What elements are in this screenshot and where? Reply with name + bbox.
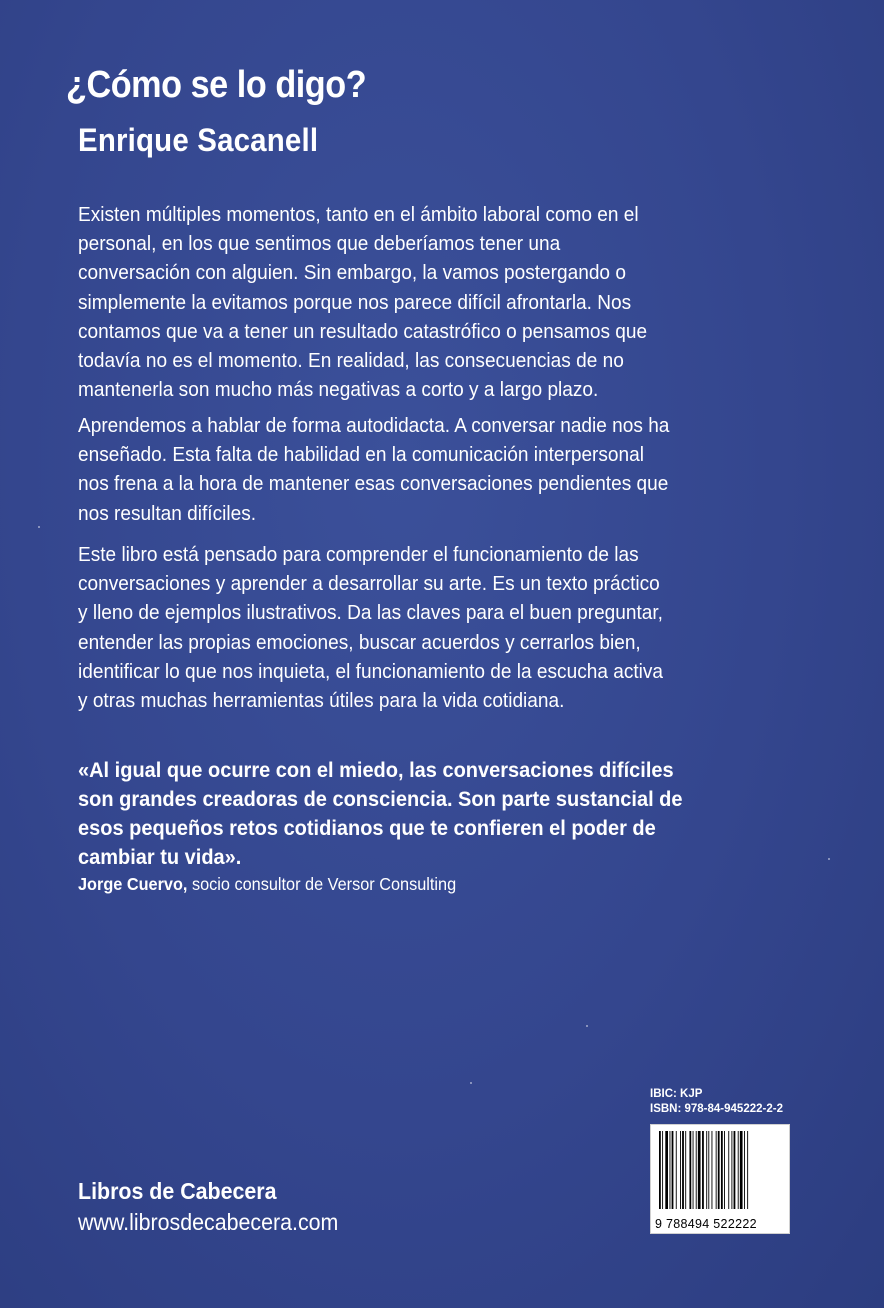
book-author: Enrique Sacanell bbox=[78, 122, 319, 158]
quote-attribution bbox=[78, 874, 456, 895]
isbn-code: ISBN: 978-84-945222-2-2 bbox=[650, 1103, 783, 1115]
cover-speck bbox=[586, 1025, 588, 1027]
publisher-name: Libros de Cabecera bbox=[78, 1178, 277, 1204]
isbn-barcode bbox=[650, 1124, 790, 1234]
cover-speck bbox=[470, 1082, 472, 1084]
cover-speck bbox=[828, 858, 830, 860]
quote-author: Jorge Cuervo, bbox=[78, 874, 188, 894]
book-title: ¿Cómo se lo digo? bbox=[66, 64, 367, 106]
barcode-number: 9 788494 522222 bbox=[655, 1217, 757, 1231]
endorsement-quote: «Al igual que ocurre con el miedo, las conversaciones difíciles son grandes creadoras de consciencia. Son parte sustancial de esos pequeños retos cotidianos que te confieren el poder de cambiar tu vida». bbox=[78, 758, 683, 869]
synopsis-paragraph-2: Aprendemos a hablar de forma autodidacta. A conversar nadie nos ha enseñado. Esta falta de habilidad en la comunicación interpersonal nos frena a la hora de mantener esas conversaciones pendientes que nos resultan difíciles. bbox=[78, 414, 670, 525]
quote-author-role: socio consultor de Versor Consulting bbox=[187, 874, 457, 894]
synopsis-paragraph-1: Existen múltiples momentos, tanto en el ámbito laboral como en el personal, en los que sentimos que deberíamos tener una conversación con alguien. Sin embargo, la vamos postergando o simplemente la evitamos porque nos parece difícil afrontarla. Nos contamos que va a tener un resultado catastrófico o pensamos que todavía no es el momento. En realidad, las consecuencias de no mantenerla son mucho más negativas a corto y a largo plazo. bbox=[78, 203, 648, 402]
cover-speck bbox=[38, 526, 40, 528]
synopsis-paragraph-3: Este libro está pensado para comprender el funcionamiento de las conversaciones y aprender a desarrollar su arte. Es un texto práctico y lleno de ejemplos ilustrativos. Da las claves para el buen preguntar, entender las propias emociones, buscar acuerdos y cerrarlos bien, identificar lo que nos inquieta, el funcionamiento de la escucha activa y otras muchas herramientas útiles para la vida cotidiana. bbox=[78, 543, 664, 713]
barcode-bars-icon bbox=[657, 1131, 783, 1209]
classification-codes bbox=[650, 1087, 783, 1117]
publisher-website[interactable]: www.librosdecabecera.com bbox=[78, 1209, 339, 1235]
ibic-code: IBIC: KJP bbox=[650, 1088, 703, 1100]
